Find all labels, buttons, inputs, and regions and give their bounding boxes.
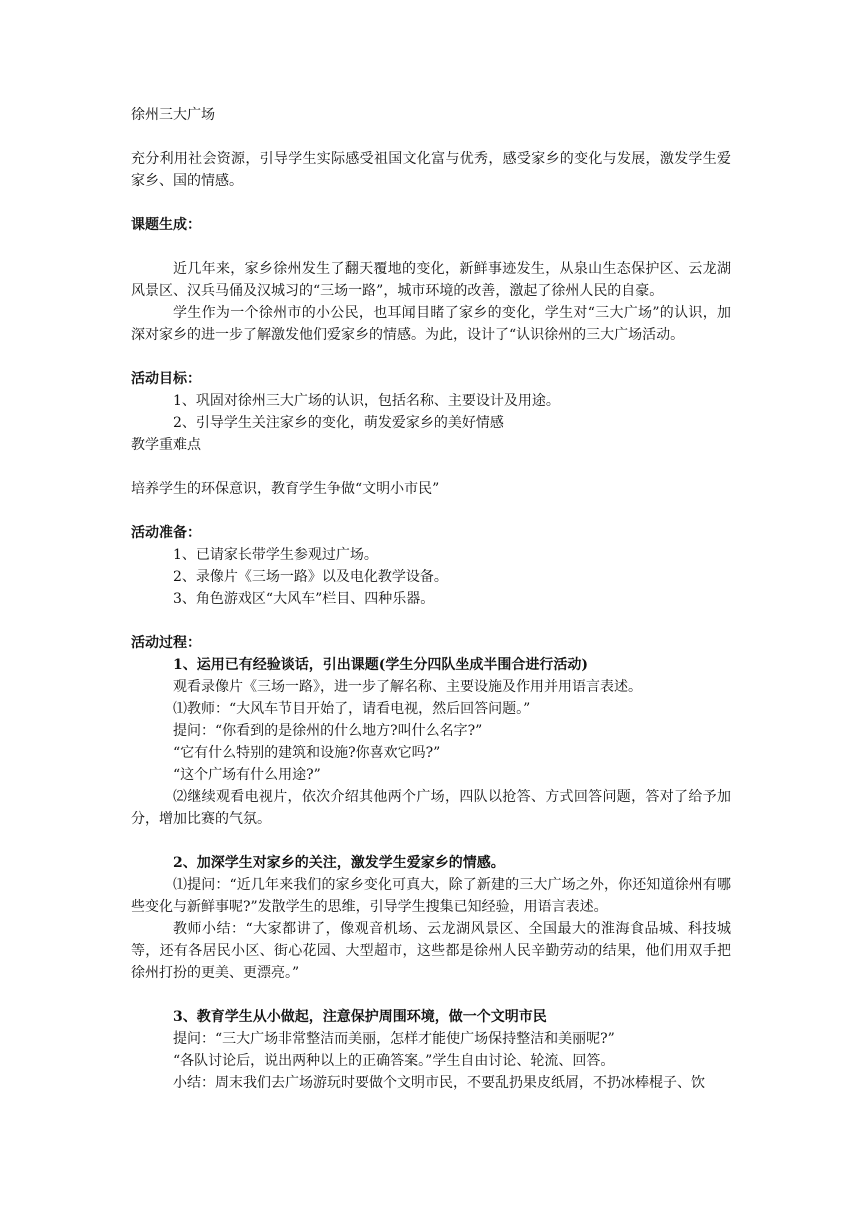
step3-line: 提问：“三大广场非常整洁而美丽，怎样才能使广场保持整洁和美丽呢?”: [173, 1031, 615, 1047]
prep-item: 1、已请家长带学生参观过广场。: [173, 547, 378, 563]
goals-heading: 活动目标：: [131, 371, 201, 387]
prep-item: 3、角色游戏区“大风车”栏目、四种乐器。: [173, 591, 435, 607]
doc-title: 徐州三大广场: [131, 107, 215, 123]
step3-line: 小结：周末我们去广场游玩时要做个文明市民，不要乱扔果皮纸屑，不扔冰棒棍子、饮: [173, 1075, 705, 1091]
process-heading: 活动过程：: [131, 635, 201, 651]
prep-heading: 活动准备：: [131, 525, 201, 541]
topic-heading: 课题生成：: [131, 217, 201, 233]
document-body: [131, 104, 731, 1094]
topic-paragraph-2: 学生作为一个徐州市的小公民，也耳闻目睹了家乡的变化，学生对“三大广场”的认识，加深对家乡的进一步了解激发他们爱家乡的情感。为此，设计了“认识徐州的三大广场活动。: [131, 305, 731, 343]
intro-paragraph: 充分利用社会资源，引导学生实际感受祖国文化富与优秀，感受家乡的变化与发展，激发学生爱家乡、国的情感。: [131, 151, 731, 189]
step3-heading: 3、教育学生从小做起，注意保护周围环境，做一个文明市民: [173, 1009, 547, 1025]
step1-line: 观看录像片《三场一路》，进一步了解名称、主要设施及作用并用语言表述。: [173, 679, 642, 695]
step2-heading: 2、加深学生对家乡的关注，激发学生爱家乡的情感。: [173, 855, 505, 871]
step1-line: “它有什么特别的建筑和设施?你喜欢它吗?”: [173, 745, 441, 761]
step1-line: ⑴教师：“大风车节目开始了，请看电视，然后回答问题。”: [173, 701, 531, 717]
step2-line: 教师小结：“大家都讲了，像观音机场、云龙湖风景区、全国最大的淮海食品城、科技城等，还有各居民小区、街心花园、大型超市，这些都是徐州人民辛勤劳动的结果，他们用双手把徐州打扮的更美、更漂亮。”: [131, 921, 731, 981]
prep-item: 2、录像片《三场一路》以及电化教学设备。: [173, 569, 448, 585]
step1-line: 提问：“你看到的是徐州的什么地方?叫什么名字?”: [173, 723, 483, 739]
step1-line: ⑵继续观看电视片，依次介绍其他两个广场，四队以抢答、方式回答问题，答对了给予加分，增加比赛的气氛。: [131, 789, 731, 827]
step1-heading: 1、运用已有经验谈话，引出课题(学生分四队坐成半围合进行活动): [173, 657, 588, 673]
goal-item: 1、巩固对徐州三大广场的认识，包括名称、主要设计及用途。: [173, 393, 560, 409]
step2-line: ⑴提问：“近几年来我们的家乡变化可真大，除了新建的三大广场之外，你还知道徐州有哪些变化与新鲜事呢?”发散学生的思维，引导学生搜集已知经验，用语言表述。: [131, 877, 731, 915]
step3-line: “各队讨论后，说出两种以上的正确答案。”学生自由讨论、轮流、回答。: [173, 1053, 615, 1069]
goal-item: 2、引导学生关注家乡的变化，萌发爱家乡的美好情感: [173, 415, 504, 431]
topic-paragraph-1: 近几年来，家乡徐州发生了翻天覆地的变化，新鲜事迹发生，从泉山生态保护区、云龙湖风景区、汉兵马俑及汉城习的“三场一路”，城市环境的改善，激起了徐州人民的自豪。: [131, 261, 731, 299]
key-heading: 教学重难点: [131, 437, 201, 453]
step1-line: “这个广场有什么用途?”: [173, 767, 321, 783]
key-text: 培养学生的环保意识，教育学生争做“文明小市民”: [131, 481, 440, 497]
